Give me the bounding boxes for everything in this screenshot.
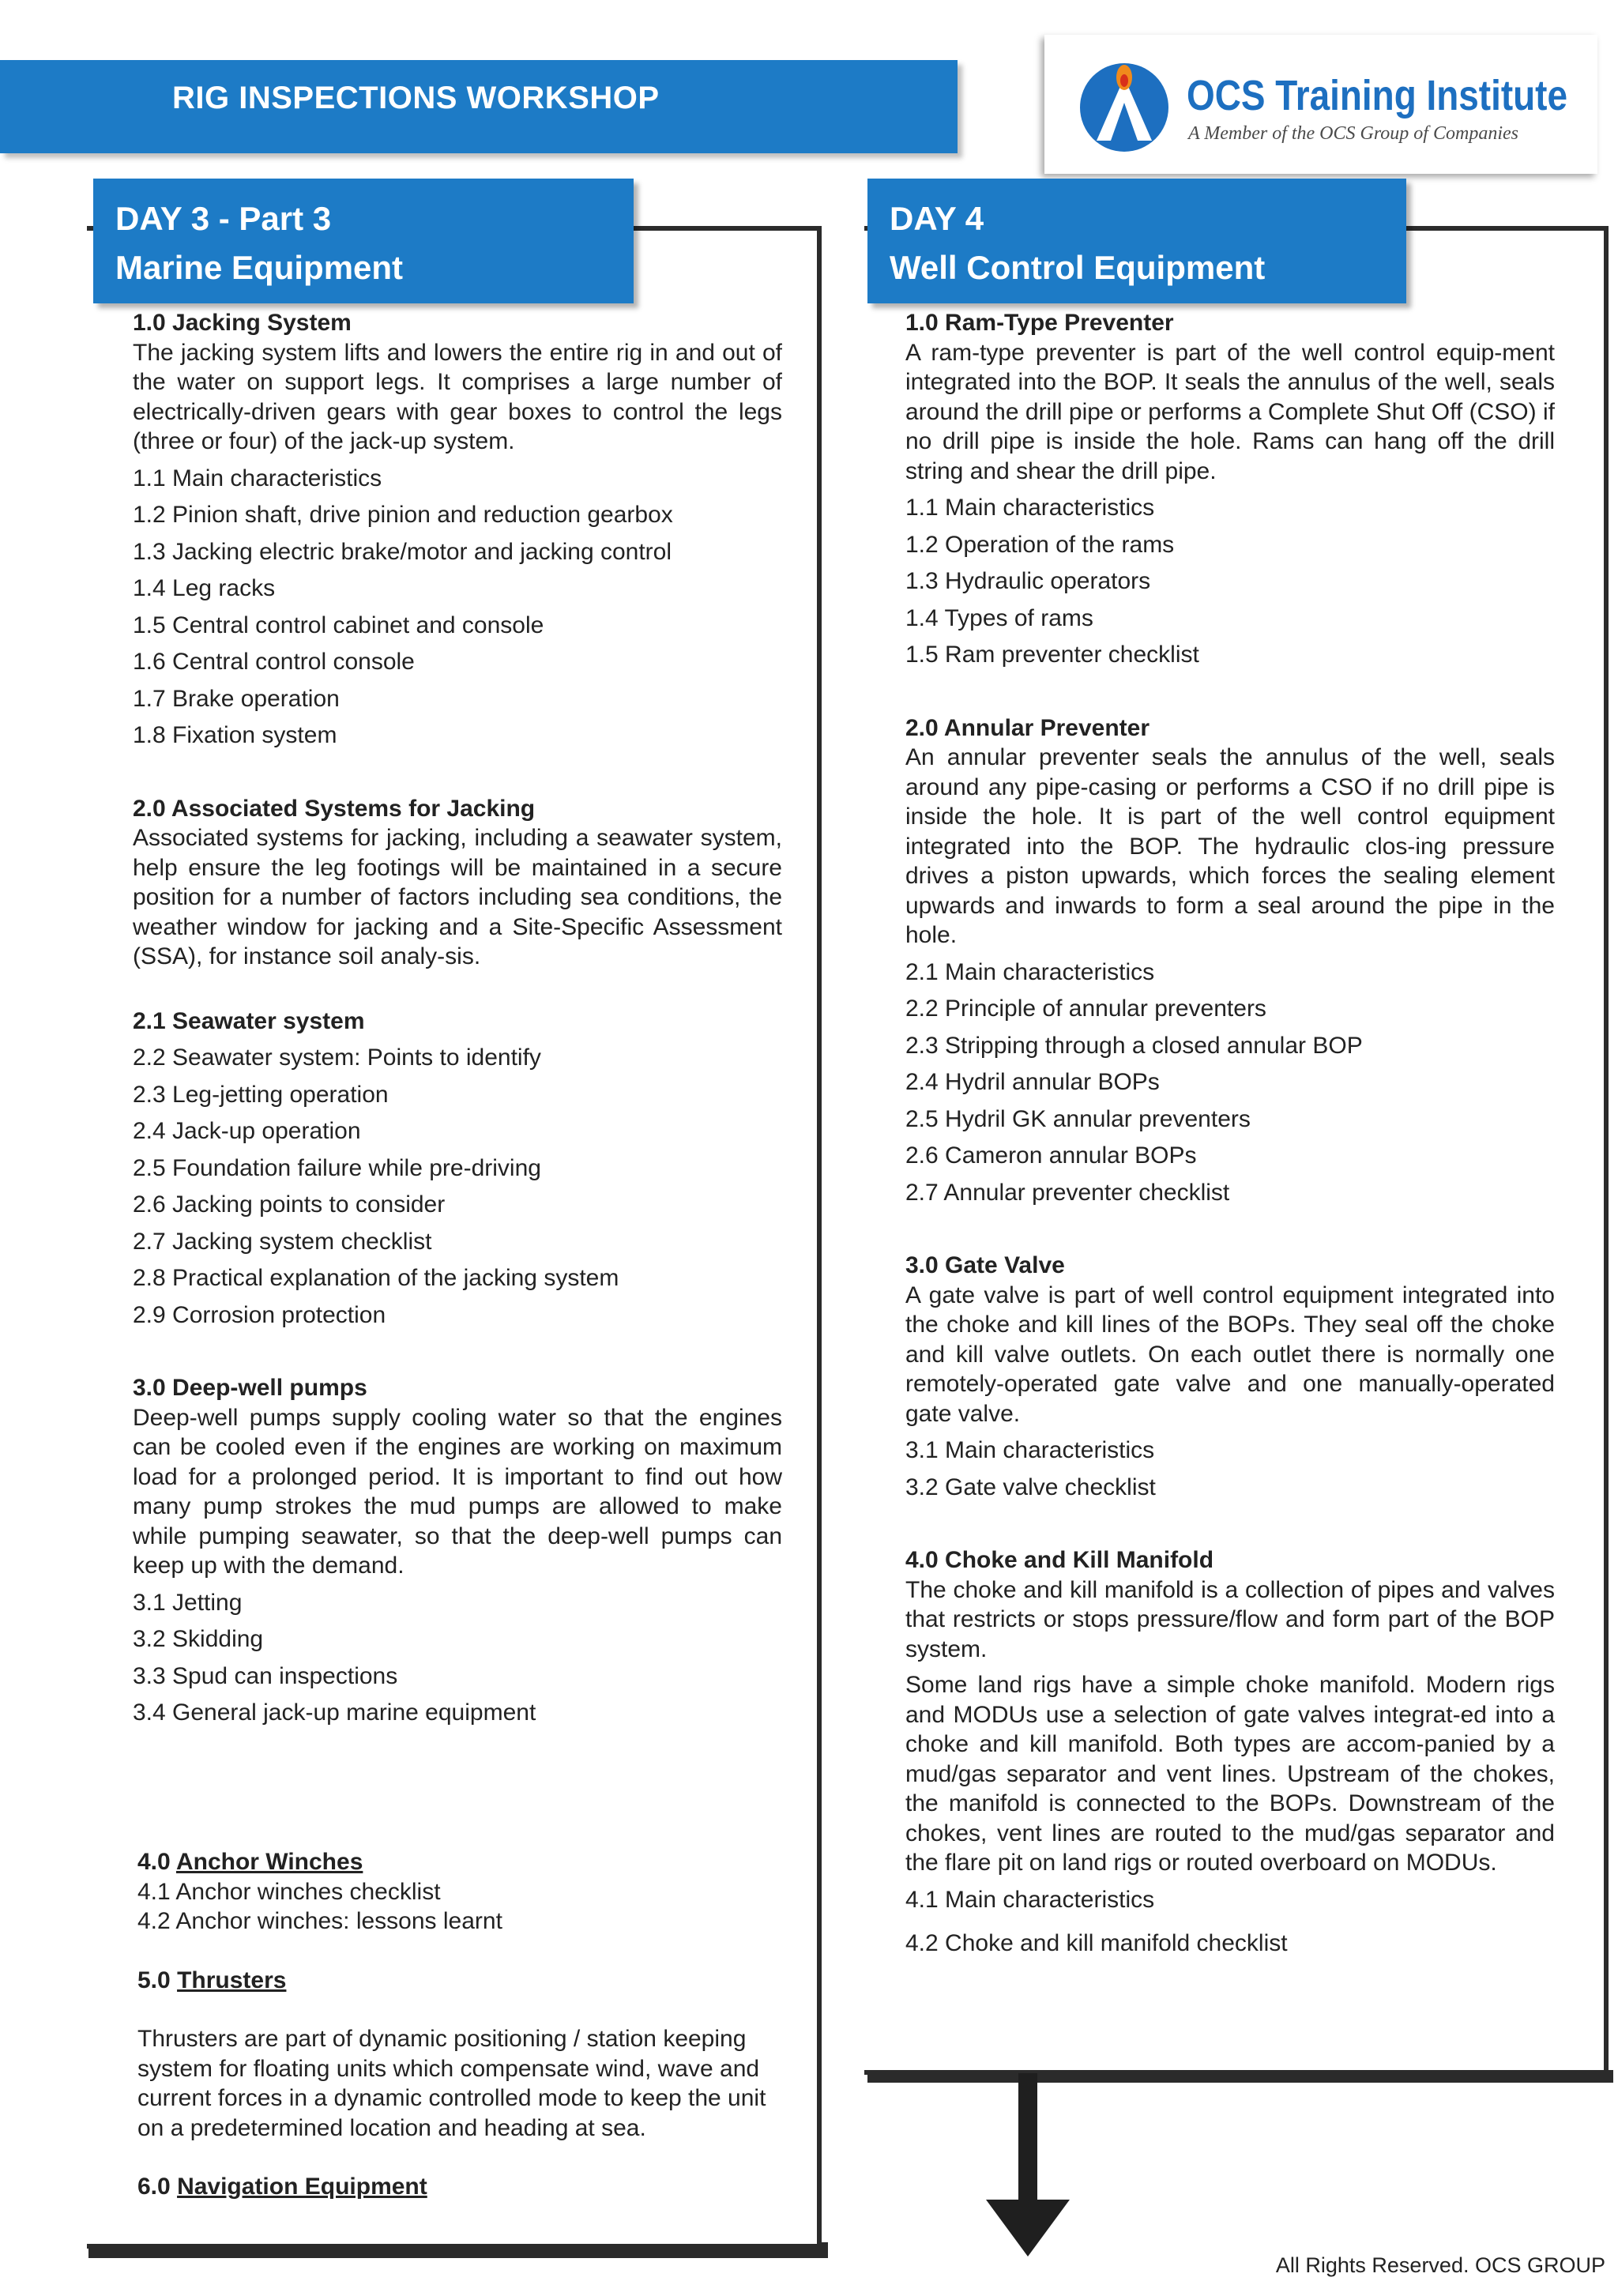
list-item: 2.6 Jacking points to consider [133, 1191, 446, 1218]
list-item: 3.1 Main characteristics [905, 1437, 1155, 1463]
right-day-header [867, 179, 1406, 303]
list-item: 1.4 Leg racks [133, 575, 276, 601]
section-heading: 2.0 Associated Systems for Jacking [133, 795, 536, 822]
list-item: 1.2 Operation of the rams [905, 531, 1175, 558]
section-heading: 4.0 Anchor Winches [137, 1849, 363, 1875]
section-heading: 2.0 Annular Preventer [905, 714, 1150, 741]
list-item: 1.3 Jacking electric brake/motor and jacking control [133, 538, 672, 565]
section-heading: 3.0 Gate Valve [905, 1252, 1065, 1278]
right-content [905, 308, 1555, 1959]
logo-tagline: A Member of the OCS Group of Companies [1188, 123, 1518, 144]
section-text: Thrusters are part of dynamic positioning / station keeping system for floating units which compensate wind, wave and current forces in a dynamic controlled mode to keep the unit on a predetermined location and heading at sea. [137, 2026, 766, 2141]
list-item: 1.6 Central control console [133, 649, 415, 675]
section-text: A ram-type preventer is part of the well control equip-ment integrated into the BOP. It seals the annulus of the well, seals around the drill pipe or performs a Complete Shut Off (CSO) if no drill pipe is inside the hole. Rams can hang off the drill string and shear the drill pipe. [905, 339, 1555, 484]
ocs-emblem-icon [1073, 54, 1176, 156]
list-item: 2.7 Annular preventer checklist [905, 1179, 1230, 1206]
section-heading: 1.0 Jacking System [133, 310, 352, 336]
logo [1044, 35, 1597, 174]
list-item: 2.9 Corrosion protection [133, 1301, 386, 1328]
list-item: 1.2 Pinion shaft, drive pinion and reduction gearbox [133, 502, 673, 528]
list-item: 2.4 Jack-up operation [133, 1118, 361, 1144]
right-subject: Well Control Equipment [890, 249, 1266, 286]
section-text: An annular preventer seals the annulus of the well, seals around any pipe-casing or performs a CSO if no drill pipe is inside the hole. It is part of the well control equipment integrated into the BOP. The hydraulic clos-ing pressure drives a piston upwards, which forces the sealing element upwards and inwards to form a seal around the pipe in the hole. [905, 744, 1555, 948]
list-item: 2.1 Seawater system [133, 1007, 365, 1034]
left-day-label: DAY 3 - Part 3 [115, 200, 332, 237]
section-heading: 1.0 Ram-Type Preventer [905, 310, 1174, 336]
section-heading: 5.0 Thrusters [137, 1967, 287, 1993]
list-item: 2.3 Leg-jetting operation [133, 1081, 389, 1108]
list-item: 3.2 Skidding [133, 1626, 264, 1652]
list-item: 2.7 Jacking system checklist [133, 1228, 432, 1255]
list-item: 2.6 Cameron annular BOPs [905, 1142, 1197, 1169]
list-item: 2.5 Hydril GK annular preventers [905, 1105, 1251, 1132]
list-item: 2.2 Seawater system: Points to identify [133, 1044, 541, 1071]
list-item: 4.1 Anchor winches checklist [137, 1878, 441, 1905]
list-item: 4.1 Main characteristics [905, 1886, 1155, 1913]
copyright-footer: All Rights Reserved. OCS GROUP [1275, 2253, 1605, 2277]
list-item: 3.2 Gate valve checklist [905, 1474, 1156, 1500]
section-text: The jacking system lifts and lowers the entire rig in and out of the water on support legs. It comprises a large number of electrically-driven gears with gear boxes to control the legs (three or four) of the jack-up system. [133, 339, 782, 454]
list-item: 1.1 Main characteristics [133, 465, 382, 491]
continue-arrow-icon [984, 2073, 1071, 2263]
section-text: A gate valve is part of well control equipment integrated into the choke and kill lines of the BOPs. They seal off the choke and kill valve outlets. On each outlet there is normally one remotely-operated gate valve and one manually-operated gate valve. [905, 1282, 1555, 1427]
list-item: 1.3 Hydraulic operators [905, 568, 1151, 594]
section-heading: 3.0 Deep-well pumps [133, 1375, 367, 1401]
list-item: 3.3 Spud can inspections [133, 1662, 398, 1689]
list-item: 2.1 Main characteristics [905, 958, 1155, 985]
section-text: Deep-well pumps supply cooling water so that the engines can be cooled even if the engines are working on maximum load for a prolonged period. It is important to find out how many pump strokes the mud pumps are allowed to make while pumping seawater, so that the deep-well pumps can keep up with the demand. [133, 1404, 782, 1579]
list-item: 1.5 Ram preventer checklist [905, 642, 1199, 668]
list-item: 2.4 Hydril annular BOPs [905, 1069, 1160, 1095]
list-item: 4.2 Anchor winches: lessons learnt [137, 1908, 502, 1934]
section-text: Associated systems for jacking, including a seawater system, help ensure the leg footings will be maintained in a secure position for a number of factors including sea conditions, the weather window for jacking and a Site-Specific Assessment (SSA), for instance soil analy-sis. [133, 825, 782, 969]
left-day-header [93, 179, 634, 303]
list-item: 2.8 Practical explanation of the jacking system [133, 1265, 619, 1291]
workshop-title: RIG INSPECTIONS WORKSHOP [172, 81, 660, 115]
list-item: 1.5 Central control cabinet and console [133, 612, 544, 638]
section-heading: 6.0 Navigation Equipment [137, 2174, 427, 2200]
logo-name: OCS Training Institute [1187, 72, 1567, 119]
list-item: 3.4 General jack-up marine equipment [133, 1699, 536, 1726]
section-heading: 4.0 Choke and Kill Manifold [905, 1547, 1214, 1573]
list-item: 4.2 Choke and kill manifold checklist [905, 1930, 1288, 1956]
list-item: 2.5 Foundation failure while pre-driving [133, 1154, 541, 1181]
list-item: 2.2 Principle of annular preventers [905, 996, 1266, 1022]
left-subject: Marine Equipment [115, 249, 404, 286]
section-text: The choke and kill manifold is a collection of pipes and valves that restricts or stops pressure/flow and form part of the BOP system. [905, 1576, 1555, 1662]
section-text: Some land rigs have a simple choke manifold. Modern rigs and MODUs use a selection of gate valves integrat-ed into a choke and kill manifold. Both types are accom-panied by a mud/gas separator and vent lines. Upstream of the chokes, the manifold is connected to the BOPs. Downstream of the chokes, vent lines are routed to the mud/gas separator and the flare pit on land rigs or routed overboard on MODUs. [905, 1672, 1555, 1876]
right-day-label: DAY 4 [890, 200, 984, 237]
list-item: 3.1 Jetting [133, 1589, 243, 1616]
left-content [133, 308, 782, 1728]
left-content-lower [137, 1847, 787, 2202]
list-item: 1.1 Main characteristics [905, 495, 1155, 521]
list-item: 1.4 Types of rams [905, 604, 1093, 631]
list-item: 1.7 Brake operation [133, 685, 340, 712]
list-item: 1.8 Fixation system [133, 722, 337, 748]
list-item: 2.3 Stripping through a closed annular BOP [905, 1032, 1363, 1059]
